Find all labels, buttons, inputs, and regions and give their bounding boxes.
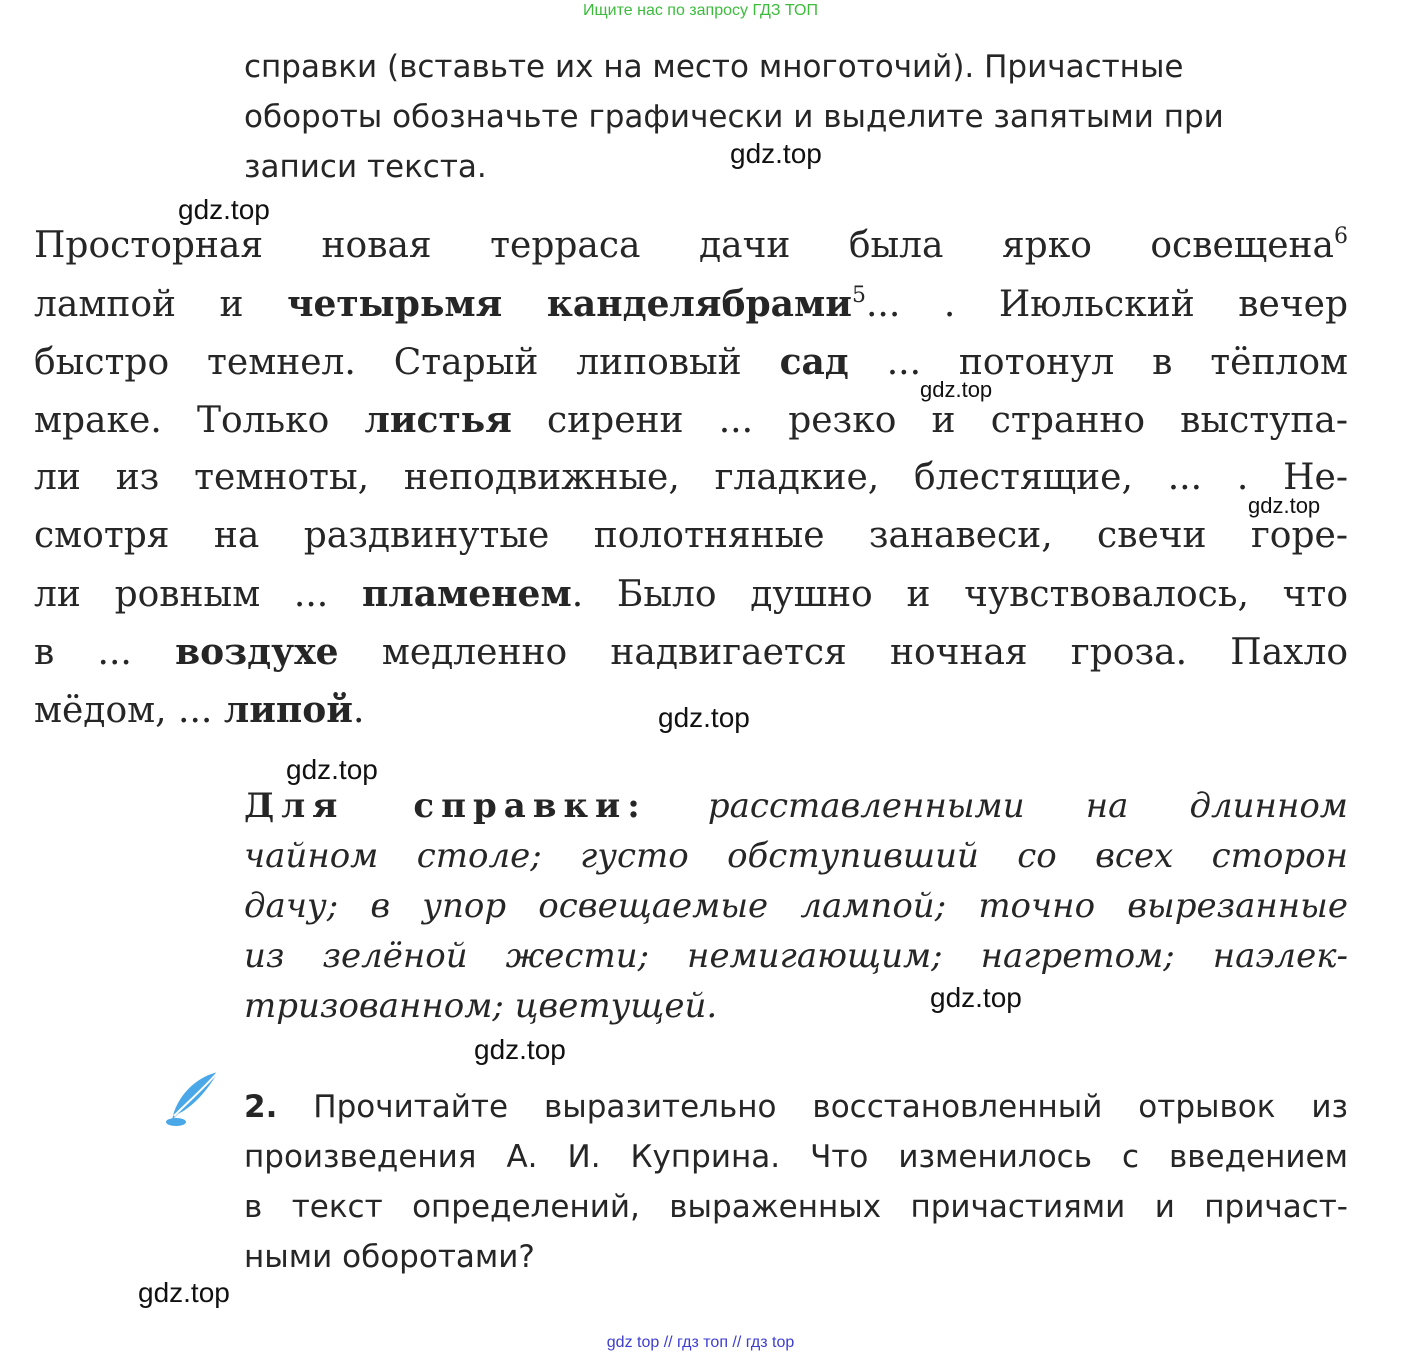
- watermark: gdz.top: [920, 377, 993, 402]
- reference-line: [244, 781, 1348, 831]
- reference-line: тризованном; цветущей.: [244, 986, 718, 1026]
- bold-word: листья: [364, 399, 512, 441]
- bold-word: воздухе: [175, 631, 339, 673]
- bold-word: пламенем: [361, 573, 572, 615]
- text-line: [34, 333, 1348, 391]
- text-line: [34, 391, 1348, 449]
- task-line: [244, 1082, 1348, 1132]
- bold-word: липой: [223, 689, 353, 731]
- text-fragment: быстро темнел. Старый липовый: [34, 342, 780, 383]
- watermark: gdz.top: [658, 702, 750, 733]
- text-fragment: ли ровным ...: [34, 574, 362, 615]
- reference-line: дачу; в упор освещаемые лампой; точно вырезанные: [244, 886, 1348, 926]
- text-fragment: сирени ... резко и странно выступа-: [511, 400, 1348, 441]
- reference-line: чайном столе; густо обступивший со всех сторон: [244, 836, 1348, 876]
- reference-block: [244, 781, 1348, 1031]
- task-line: ными оборотами?: [244, 1239, 535, 1275]
- watermark: gdz.top: [730, 138, 822, 169]
- text-fragment: ... . Июльский вечер: [865, 284, 1348, 325]
- quill-icon: [160, 1068, 224, 1132]
- text-fragment: мраке. Только: [34, 400, 365, 441]
- task-line: произведения А. И. Куприна. Что изменилось с введением: [244, 1139, 1348, 1175]
- text-fragment: лампой и: [34, 284, 288, 325]
- text-fragment: .: [352, 690, 365, 731]
- reference-fragment: расставленными на длинном: [646, 786, 1348, 826]
- text-line: [34, 623, 1348, 681]
- text-fragment: . Было душно и чувствовалось, что: [571, 574, 1348, 615]
- watermark: gdz.top: [474, 1034, 566, 1065]
- task-fragment: Прочитайте выразительно восстановленный отрывок из: [277, 1089, 1348, 1125]
- text-line: смотря на раздвинутые полотняные занавеси, свечи горе-: [34, 515, 1348, 556]
- watermark: gdz.top: [930, 982, 1022, 1013]
- instructions-line: обороты обозначьте графически и выделите запятыми при: [244, 99, 1224, 135]
- task-line: в текст определений, выраженных причастиями и причаст-: [244, 1189, 1348, 1225]
- text-fragment: в ...: [34, 632, 176, 673]
- bold-word: четырьмя канделябрами: [287, 283, 852, 325]
- reference-line: из зелёной жести; немигающим; нагретом; наэлек-: [244, 936, 1348, 976]
- exercise-text: [34, 217, 1348, 739]
- instructions-line: записи текста.: [244, 149, 487, 185]
- text-fragment: медленно надвигается ночная гроза. Пахло: [338, 632, 1349, 673]
- watermark: gdz.top: [178, 194, 270, 225]
- text-fragment: мёдом, ...: [34, 690, 224, 731]
- text-line: [34, 275, 1348, 333]
- text-fragment: ... потонул в тёплом: [848, 342, 1349, 383]
- text-fragment: Просторная новая терраса дачи была ярко освещена: [34, 225, 1334, 266]
- watermark: gdz.top: [286, 754, 378, 785]
- footnote-mark: 5: [851, 283, 866, 308]
- task-number: 2.: [244, 1089, 278, 1125]
- top-banner[interactable]: Ищите нас по запросу ГДЗ ТОП: [583, 2, 818, 19]
- bold-word: сад: [779, 341, 849, 383]
- watermark: gdz.top: [138, 1277, 230, 1308]
- bottom-banner[interactable]: gdz top // гдз топ // гдз top: [606, 1334, 795, 1351]
- footnote-mark: 6: [1334, 224, 1348, 249]
- reference-label: Для справки:: [244, 786, 647, 826]
- text-line: ли из темноты, неподвижные, гладкие, блестящие, ... . Не-: [34, 457, 1348, 498]
- text-line: [34, 565, 1348, 623]
- instructions-line: справки (вставьте их на место многоточий). Причастные: [244, 49, 1184, 85]
- task-2: [244, 1082, 1348, 1282]
- watermark: gdz.top: [1248, 493, 1321, 518]
